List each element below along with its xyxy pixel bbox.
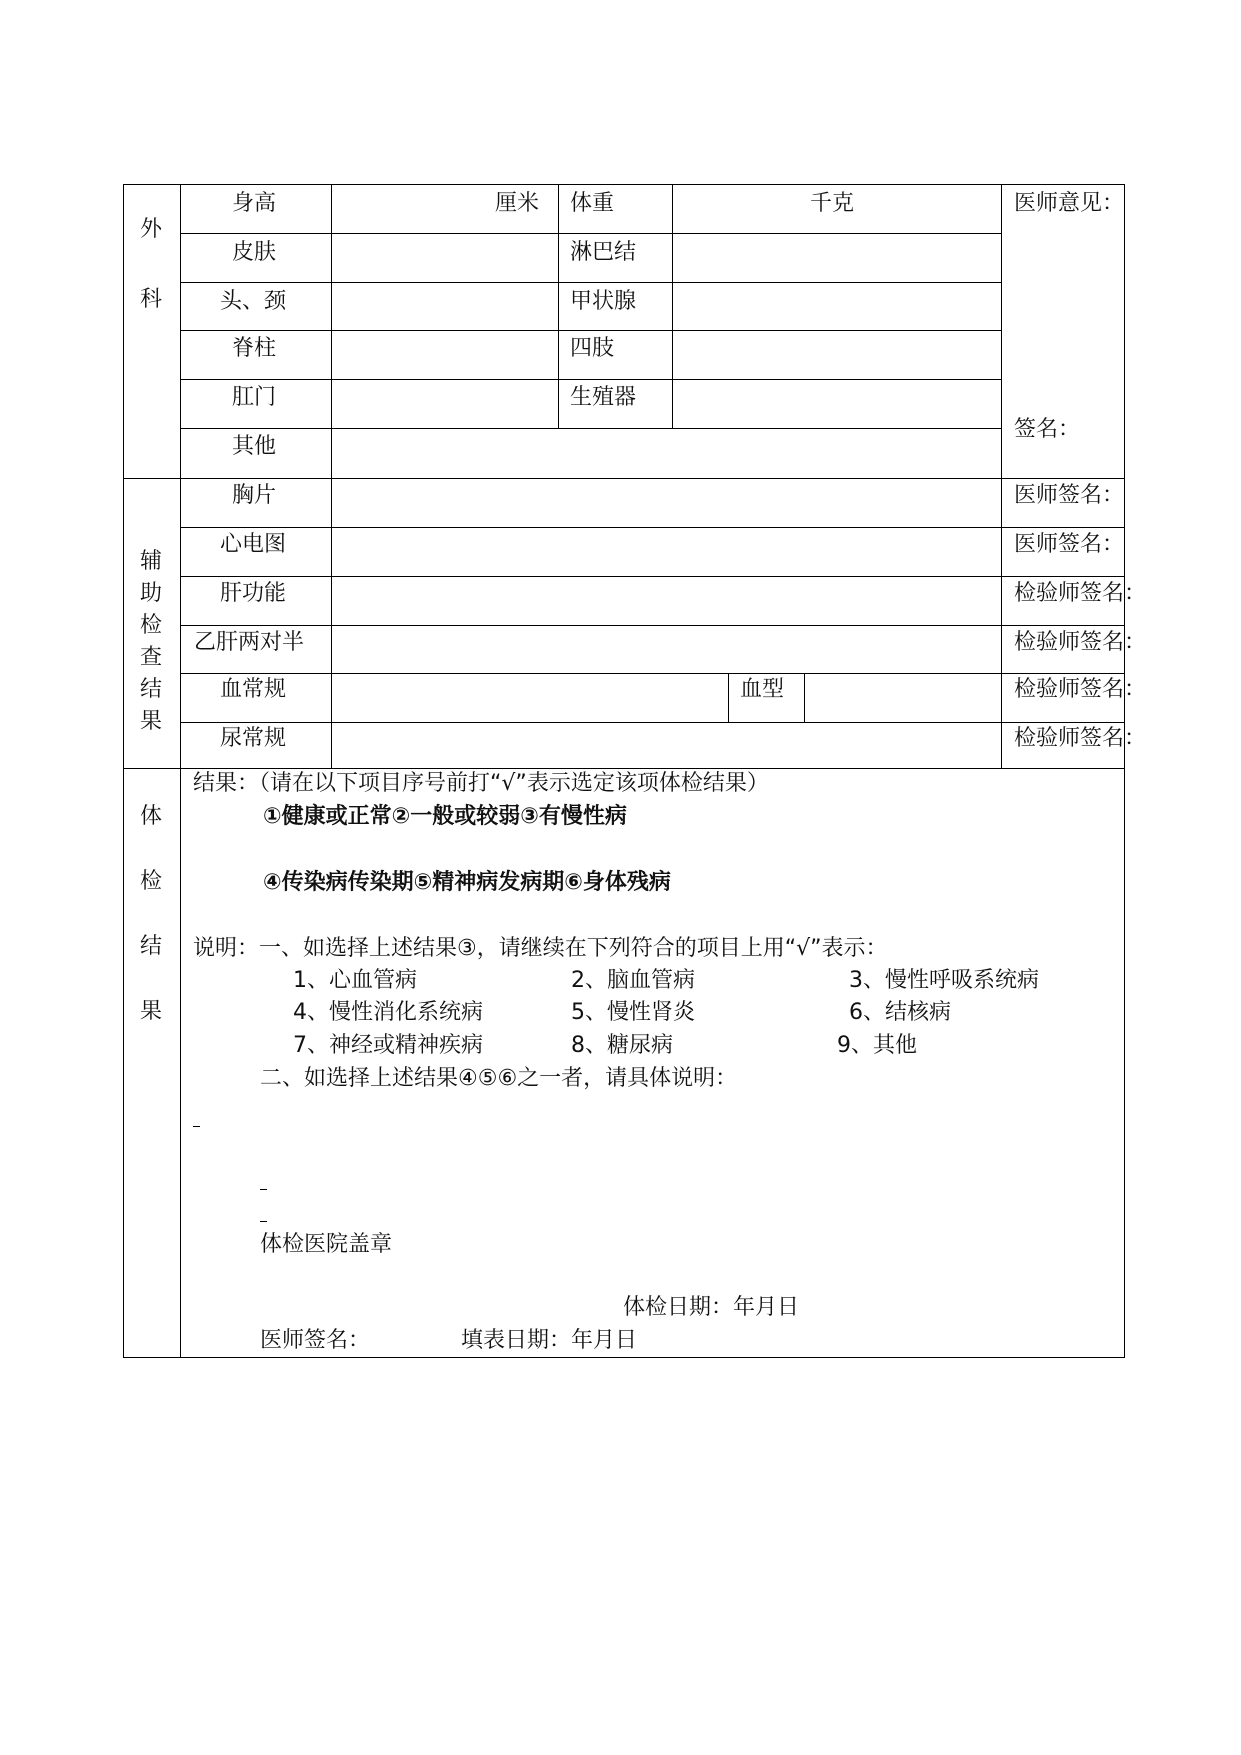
section-title-aux-6: 果	[139, 709, 162, 734]
thyroid-field[interactable]	[674, 284, 1000, 329]
hepb-field[interactable]	[333, 627, 1000, 672]
urine-field[interactable]	[333, 724, 1000, 767]
row-line	[180, 722, 1125, 723]
section-title-aux-1: 辅	[139, 549, 162, 574]
section-divider	[180, 184, 181, 1358]
ecg-label: 心电图	[220, 532, 287, 557]
blood-lab-sign: 检验师签名：	[1014, 677, 1147, 702]
row-line	[180, 527, 1125, 528]
liver-field[interactable]	[333, 578, 1000, 624]
col-line	[558, 184, 559, 428]
surgery-sign-label: 签名：	[1014, 417, 1081, 442]
result-options-line2[interactable]: ④传染病传染期⑤精神病发病期⑥身体残病	[263, 870, 671, 895]
anus-label: 肛门	[232, 385, 277, 410]
result-note-line2: 二、如选择上述结果④⑤⑥之一者，请具体说明：	[260, 1066, 738, 1091]
disease-item[interactable]: 1、心血管病	[293, 968, 417, 993]
other-field[interactable]	[333, 430, 1000, 477]
medical-exam-form	[123, 184, 1147, 1358]
blood-routine-field[interactable]	[333, 675, 727, 721]
blood-type-label: 血型	[740, 677, 785, 702]
col-line	[331, 478, 332, 768]
disease-item[interactable]: 9、其他	[837, 1033, 917, 1058]
exam-date-label: 体检日期：年月日	[623, 1295, 800, 1320]
disease-item[interactable]: 7、神经或精神疾病	[293, 1033, 483, 1058]
border-left	[123, 184, 124, 1358]
row-line	[180, 282, 1001, 283]
result-instruction: 结果：（请在以下项目序号前打“√”表示选定该项体检结果）	[193, 771, 769, 796]
headneck-label: 头、颈	[220, 289, 287, 314]
row-line	[180, 233, 1001, 234]
liver-lab-sign: 检验师签名：	[1014, 581, 1147, 606]
border-top	[123, 184, 1125, 185]
liver-label: 肝功能	[220, 581, 287, 606]
spine-label: 脊柱	[232, 336, 277, 361]
skin-field[interactable]	[333, 235, 557, 281]
section-title-result-1: 体	[139, 804, 162, 829]
section-title-result-2: 检	[139, 869, 162, 894]
disease-item[interactable]: 2、脑血管病	[571, 968, 695, 993]
doctor-opinion-label: 医师意见：	[1014, 191, 1125, 216]
result-options-line1[interactable]: ①健康或正常②一般或较弱③有慢性病	[263, 804, 627, 829]
doctor-opinion-field[interactable]	[1003, 220, 1123, 400]
blank-mark	[193, 1126, 200, 1127]
thyroid-label: 甲状腺	[570, 289, 637, 314]
blank-mark	[260, 1221, 267, 1222]
other-label: 其他	[232, 434, 277, 459]
lymph-label: 淋巴结	[570, 240, 637, 265]
section-title-surgery-1: 外	[139, 217, 162, 242]
col-line	[804, 673, 805, 722]
result-doctor-sign: 医师签名：	[260, 1328, 371, 1353]
blank-mark	[260, 1189, 267, 1190]
blood-type-field[interactable]	[806, 675, 1000, 721]
chest-xray-label: 胸片	[232, 483, 277, 508]
section-title-result-3: 结	[139, 934, 162, 959]
fill-date-label: 填表日期：年月日	[461, 1328, 638, 1353]
section-title-aux-4: 查	[139, 645, 162, 670]
col-line	[728, 673, 729, 722]
result-note-line: 说明：一、如选择上述结果③，请继续在下列符合的项目上用“√”表示：	[193, 936, 888, 961]
border-right	[1124, 184, 1125, 1358]
headneck-field[interactable]	[333, 284, 557, 329]
col-line	[672, 184, 673, 428]
section-title-aux-3: 检	[139, 613, 162, 638]
col-line	[1001, 184, 1002, 768]
hospital-stamp-label: 体检医院盖章	[260, 1232, 393, 1257]
disease-item[interactable]: 6、结核病	[849, 1000, 951, 1025]
section-title-aux-2: 助	[139, 581, 162, 606]
disease-item[interactable]: 4、慢性消化系统病	[293, 1000, 483, 1025]
border-bottom	[123, 1357, 1125, 1358]
spine-field[interactable]	[333, 332, 557, 378]
row-line	[180, 576, 1125, 577]
height-unit: 厘米	[495, 191, 540, 216]
disease-item[interactable]: 3、慢性呼吸系统病	[849, 968, 1039, 993]
section-title-surgery-2: 科	[139, 287, 162, 312]
chest-doctor-sign: 医师签名：	[1014, 483, 1125, 508]
blood-routine-label: 血常规	[220, 677, 287, 702]
genital-field[interactable]	[674, 381, 1000, 427]
row-line	[180, 379, 1001, 380]
anus-field[interactable]	[333, 381, 557, 427]
ecg-doctor-sign: 医师签名：	[1014, 532, 1125, 557]
disease-item[interactable]: 5、慢性肾炎	[571, 1000, 695, 1025]
hepb-label: 乙肝两对半	[194, 630, 305, 655]
weight-unit: 千克	[810, 191, 855, 216]
row-line	[180, 673, 1125, 674]
hepb-lab-sign: 检验师签名：	[1014, 630, 1147, 655]
height-label: 身高	[232, 191, 277, 216]
urine-label: 尿常规	[220, 726, 287, 751]
section-separator	[123, 478, 1125, 479]
row-line	[180, 428, 1001, 429]
limbs-field[interactable]	[674, 332, 1000, 378]
row-line	[180, 330, 1001, 331]
urine-lab-sign: 检验师签名：	[1014, 726, 1147, 751]
section-separator	[123, 768, 1125, 769]
limbs-label: 四肢	[570, 336, 615, 361]
chest-xray-field[interactable]	[333, 480, 1000, 526]
ecg-field[interactable]	[333, 529, 1000, 575]
row-line	[180, 625, 1125, 626]
skin-label: 皮肤	[232, 240, 277, 265]
weight-label: 体重	[570, 191, 615, 216]
disease-item[interactable]: 8、糖尿病	[571, 1033, 673, 1058]
section-title-aux-5: 结	[139, 677, 162, 702]
genital-label: 生殖器	[570, 385, 637, 410]
lymph-field[interactable]	[674, 235, 1000, 281]
section-title-result-4: 果	[139, 999, 162, 1024]
result-detail-field[interactable]	[193, 1096, 1093, 1216]
col-line	[331, 184, 332, 478]
